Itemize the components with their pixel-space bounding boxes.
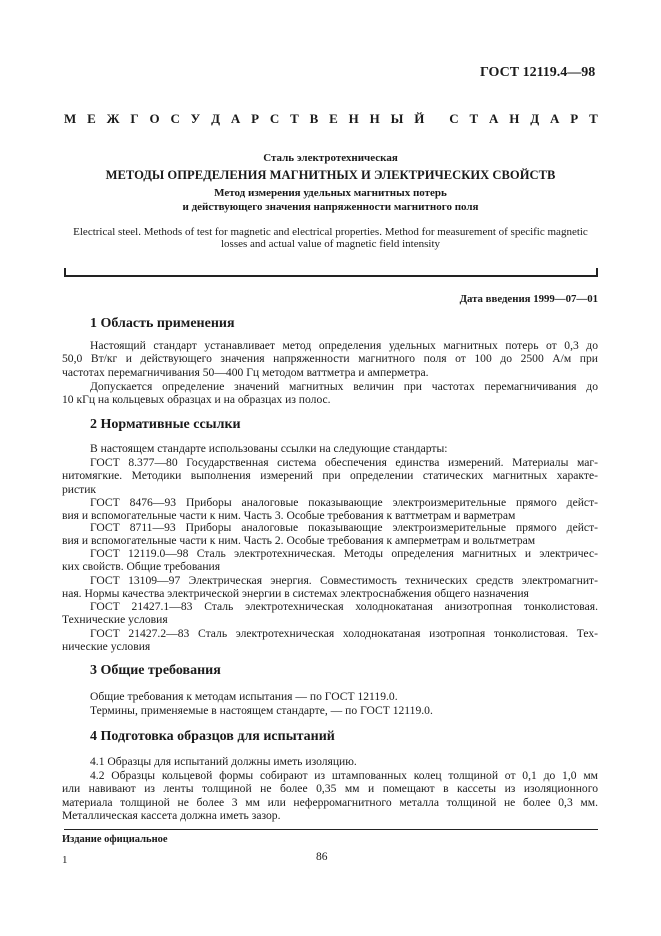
text-line: Настоящий стандарт устанавливает метод определения удельных магнитных потерь от 0,3 до bbox=[90, 339, 598, 352]
text-line: ГОСТ 8.377—80 Государственная система обеспечения единства измерений. Материалы маг- bbox=[90, 456, 598, 469]
banner-letter: А bbox=[489, 111, 499, 126]
banner-letter: Т bbox=[290, 111, 299, 126]
reference-item bbox=[62, 496, 598, 523]
text-line: Металлическая кассета должна иметь зазор. bbox=[62, 809, 281, 823]
title-sub-line1: Метод измерения удельных магнитных потерь bbox=[214, 187, 447, 199]
separator-right-tick bbox=[596, 268, 598, 276]
section-3-paragraph-1 bbox=[62, 690, 598, 703]
section-2-intro bbox=[62, 442, 598, 455]
reference-item bbox=[62, 627, 598, 654]
text-line: ристик bbox=[62, 482, 97, 496]
banner-letter: У bbox=[190, 111, 201, 126]
banner-letter: А bbox=[550, 111, 560, 126]
separator-left-tick bbox=[64, 268, 66, 276]
text-line: нитомягкие. Методики выполнения измерений при определении статических магнитных характе- bbox=[62, 469, 598, 483]
text-line: ГОСТ 21427.1—83 Сталь электротехническая холоднокатаная анизотропная тонколистовая. bbox=[90, 600, 598, 613]
banner-letter: А bbox=[230, 111, 241, 126]
interstate-standard-banner bbox=[64, 112, 598, 125]
banner-letter: Ы bbox=[390, 111, 404, 126]
text-line: материала толщиной не более 3 мм или неферромагнитного металла толщиной не более 0,3 мм. bbox=[62, 795, 598, 809]
banner-letter: С bbox=[170, 111, 180, 126]
banner-gap bbox=[435, 112, 438, 125]
section-2-heading: 2 Нормативные ссылки bbox=[90, 417, 241, 432]
banner-letter: Т bbox=[469, 111, 479, 126]
text-line: 50,0 Вт/кг и действующего значения напряженности магнитного поля от 100 до 2500 А/м при bbox=[62, 352, 598, 366]
reference-item bbox=[62, 574, 598, 601]
text-line: В настоящем стандарте использованы ссылки на следующие стандарты: bbox=[90, 442, 448, 455]
title-sub-line2: и действующего значения напряженности магнитного поля bbox=[182, 201, 479, 213]
clause-4-2 bbox=[62, 769, 598, 823]
section-3-heading: 3 Общие требования bbox=[90, 663, 221, 678]
banner-letter: В bbox=[309, 111, 319, 126]
section-1-paragraph-2 bbox=[62, 380, 598, 407]
title-main: МЕТОДЫ ОПРЕДЕЛЕНИЯ МАГНИТНЫХ И ЭЛЕКТРИЧЕСКИХ СВОЙСТВ bbox=[105, 168, 556, 182]
reference-item bbox=[62, 456, 598, 496]
banner-letter: Е bbox=[329, 111, 338, 126]
banner-letter: С bbox=[269, 111, 280, 126]
document-code: ГОСТ 12119.4—98 bbox=[480, 65, 596, 80]
introduction-date: Дата введения 1999—07—01 bbox=[459, 293, 598, 305]
text-line: Термины, применяемые в настоящем стандарте, — по ГОСТ 12119.0. bbox=[90, 704, 433, 717]
reference-item bbox=[62, 547, 598, 574]
text-line: ГОСТ 8711—93 Приборы аналоговые показывающие электроизмерительные прямого дейст- bbox=[90, 521, 598, 534]
section-3-paragraph-2 bbox=[62, 704, 598, 717]
text-line: ких свойств. Общие требования bbox=[62, 560, 221, 574]
text-line: 4.2 Образцы кольцевой формы собирают из штампованных колец толщиной от 0,1 до 1,0 мм bbox=[90, 769, 598, 782]
text-line: Допускается определение значений магнитных величин при частотах перемагничивания до bbox=[90, 380, 598, 393]
banner-letter: Р bbox=[251, 111, 260, 126]
banner-letter: Й bbox=[414, 111, 425, 126]
text-line: 4.1 Образцы для испытаний должны иметь изоляцию. bbox=[90, 755, 357, 768]
banner-letter: М bbox=[64, 111, 77, 126]
title-separator bbox=[64, 275, 598, 277]
banner-letter: Д bbox=[530, 111, 540, 126]
footer-separator bbox=[64, 829, 598, 830]
text-line: ГОСТ 13109—97 Электрическая энергия. Совместимость технических средств электромагнит- bbox=[90, 574, 598, 587]
banner-letter: Е bbox=[87, 111, 96, 126]
english-title-line2: losses and actual value of magnetic field intensity bbox=[220, 238, 441, 250]
text-line: или навивают из ленты толщиной не более 0,35 мм и помещают в кассеты из изоляционного bbox=[62, 782, 598, 796]
english-title-line1: Electrical steel. Methods of test for magnetic and electrical properties. Method for measurement of specific magnetic bbox=[73, 226, 588, 238]
banner-letter: Т bbox=[589, 111, 598, 126]
title-subject: Сталь электротехническая bbox=[263, 152, 398, 164]
reference-item bbox=[62, 600, 598, 627]
text-line: вия и вспомогательные части к ним. Часть 3. Особые требования к ваттметрам и варметрам bbox=[62, 509, 516, 523]
clause-4-1 bbox=[62, 755, 598, 768]
section-1-heading: 1 Область применения bbox=[90, 316, 235, 331]
banner-letter: Н bbox=[509, 111, 520, 126]
text-line: ГОСТ 12119.0—98 Сталь электротехническая. Методы определения магнитных и электричес- bbox=[90, 547, 598, 560]
text-line: Общие требования к методам испытания — по ГОСТ 12119.0. bbox=[90, 690, 398, 703]
text-line: Технические условия bbox=[62, 613, 168, 627]
page-number: 86 bbox=[316, 851, 328, 863]
banner-letter: Д bbox=[211, 111, 221, 126]
text-line: ГОСТ 8476—93 Приборы аналоговые показывающие электроизмерительные прямого дейст- bbox=[90, 496, 598, 509]
banner-letter: Н bbox=[369, 111, 380, 126]
banner-letter: Р bbox=[570, 111, 579, 126]
banner-letter: Г bbox=[130, 111, 139, 126]
banner-letter: О bbox=[149, 111, 160, 126]
section-1-paragraph-1 bbox=[62, 339, 598, 379]
text-line: ГОСТ 21427.2—83 Сталь электротехническая холоднокатаная изотропная тонколистовая. Тех- bbox=[90, 627, 598, 640]
banner-letter: Ж bbox=[106, 111, 120, 126]
text-line: 10 кГц на кольцевых образцах и на образцах из полос. bbox=[62, 393, 331, 407]
reference-item bbox=[62, 521, 598, 548]
text-line: ная. Нормы качества электрической энергии в системах электроснабжения общего назначения bbox=[62, 587, 529, 601]
banner-letter: С bbox=[449, 111, 459, 126]
official-edition-label: Издание официальное bbox=[62, 834, 168, 845]
banner-letter: Н bbox=[348, 111, 359, 126]
text-line: нические условия bbox=[62, 640, 151, 654]
footer-number: 1 bbox=[62, 854, 68, 866]
text-line: вия и вспомогательные части к ним. Часть 2. Особые требования к амперметрам и вольтметрам bbox=[62, 534, 536, 548]
text-line: частотах перемагничивания 50—400 Гц методом ваттметра и амперметра. bbox=[62, 365, 429, 379]
section-4-heading: 4 Подготовка образцов для испытаний bbox=[90, 729, 335, 744]
